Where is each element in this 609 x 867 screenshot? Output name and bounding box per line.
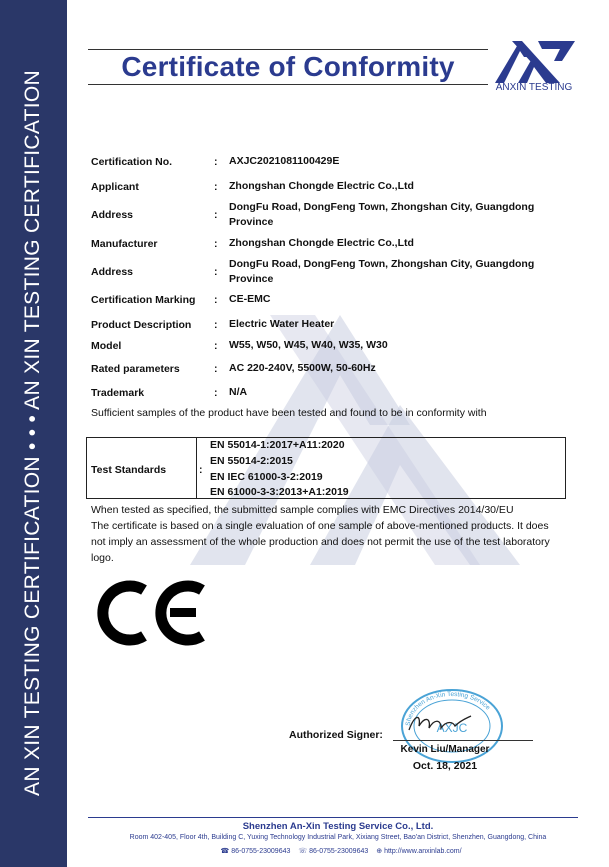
field-value-cert-marking: CE-EMC bbox=[229, 293, 271, 305]
field-value-applicant-address-line2: Province bbox=[229, 216, 274, 228]
title-rule-top bbox=[88, 49, 488, 50]
field-value-trademark: N/A bbox=[229, 386, 248, 398]
side-banner-text: AN XIN TESTING CERTIFICATION • • • AN XIN TESTING CERTIFICATION bbox=[21, 70, 44, 796]
sign-date: Oct. 18, 2021 bbox=[412, 760, 478, 772]
field-value-manufacturer-address-line2: Province bbox=[229, 273, 274, 285]
field-colon: : bbox=[214, 363, 218, 375]
statement-line-1: When tested as specified, the submitted sample complies with EMC Directives 2014/30/EU bbox=[91, 504, 514, 516]
field-label-applicant-address: Address bbox=[91, 209, 134, 221]
field-label-applicant: Applicant bbox=[91, 181, 139, 193]
field-value-product-description: Electric Water Heater bbox=[229, 318, 335, 330]
standard-item: EN IEC 61000-3-2:2019 bbox=[210, 471, 323, 483]
field-label-trademark: Trademark bbox=[91, 387, 145, 399]
field-value-cert-no: AXJC2021081100429E bbox=[229, 155, 340, 167]
field-colon: : bbox=[214, 319, 218, 331]
field-label-cert-marking: Certification Marking bbox=[91, 294, 196, 306]
field-colon: : bbox=[214, 209, 218, 221]
standards-table-divider bbox=[196, 437, 197, 499]
fax-icon: ☏ bbox=[298, 848, 308, 855]
footer-website[interactable]: http://www.anxinlab.com/ bbox=[384, 848, 462, 855]
field-colon: : bbox=[214, 387, 218, 399]
handwritten-signature-icon bbox=[405, 708, 475, 738]
footer-rule bbox=[88, 817, 578, 818]
footer-phone-2: 86-0755-23009643 bbox=[309, 848, 369, 855]
field-value-rated-parameters: AC 220-240V, 5500W, 50-60Hz bbox=[229, 362, 376, 374]
footer-address: Room 402-405, Floor 4th, Building C, Yuxing Technology Industrial Park, Xixiang Street, Bao'an District, Shenzhen, Guangdong, China bbox=[129, 834, 547, 841]
svg-text:AXJC: AXJC bbox=[436, 721, 468, 735]
signer-name: Kevin Liu/Manager bbox=[400, 744, 490, 755]
field-value-applicant-address-line1: DongFu Road, DongFeng Town, Zhongshan City, Guangdong bbox=[229, 201, 535, 213]
field-value-applicant: Zhongshan Chongde Electric Co.,Ltd bbox=[229, 180, 414, 192]
footer-company: Shenzhen An-Xin Testing Service Co., Ltd. bbox=[242, 821, 434, 832]
conformity-sentence: Sufficient samples of the product have been tested and found to be in conformity with bbox=[91, 407, 487, 419]
signature-line bbox=[393, 740, 533, 741]
standards-colon: : bbox=[199, 464, 203, 476]
title-rule-bottom bbox=[88, 84, 488, 85]
footer-contact bbox=[67, 847, 609, 855]
standards-label: Test Standards bbox=[91, 464, 167, 476]
signer-label: Authorized Signer: bbox=[289, 729, 383, 741]
field-value-manufacturer-address-line1: DongFu Road, DongFeng Town, Zhongshan City, Guangdong bbox=[229, 258, 535, 270]
statement-line-4: logo. bbox=[91, 552, 114, 564]
page-title: Certificate of Conformity bbox=[121, 51, 455, 82]
phone-icon: ☎ bbox=[220, 848, 230, 855]
field-label-manufacturer-address: Address bbox=[91, 266, 134, 278]
standard-item: EN 61000-3-3:2013+A1:2019 bbox=[210, 486, 349, 498]
field-label-rated-parameters: Rated parameters bbox=[91, 363, 180, 375]
field-value-manufacturer: Zhongshan Chongde Electric Co.,Ltd bbox=[229, 237, 414, 249]
standard-item: EN 55014-1:2017+A11:2020 bbox=[210, 439, 345, 451]
footer-phone-1: 86-0755-23009643 bbox=[231, 848, 291, 855]
statement-line-2: The certificate is based on a single evaluation of one sample of above-mentioned products. It does bbox=[91, 520, 549, 532]
field-colon: : bbox=[214, 266, 218, 278]
field-label-model: Model bbox=[91, 340, 122, 352]
field-colon: : bbox=[214, 340, 218, 352]
field-colon: : bbox=[214, 181, 218, 193]
ce-mark-icon bbox=[92, 580, 210, 646]
logo-text: ANXIN TESTING bbox=[495, 82, 573, 93]
standard-item: EN 55014-2:2015 bbox=[210, 455, 293, 467]
field-label-cert-no: Certification No. bbox=[91, 156, 173, 168]
field-colon: : bbox=[214, 294, 218, 306]
field-label-manufacturer: Manufacturer bbox=[91, 238, 158, 250]
statement-line-3: not imply an assessment of the whole production and does not permit the use of the test laboratory bbox=[91, 536, 550, 548]
side-banner bbox=[0, 0, 67, 867]
field-value-model: W55, W50, W45, W40, W35, W30 bbox=[229, 339, 388, 351]
field-colon: : bbox=[214, 238, 218, 250]
globe-icon: ⊕ bbox=[376, 848, 383, 855]
field-label-product-description: Product Description bbox=[91, 319, 192, 331]
svg-text:Shenzhen An-Xin Testing Servic: Shenzhen An-Xin Testing Service bbox=[404, 690, 492, 727]
field-colon: : bbox=[214, 156, 218, 168]
